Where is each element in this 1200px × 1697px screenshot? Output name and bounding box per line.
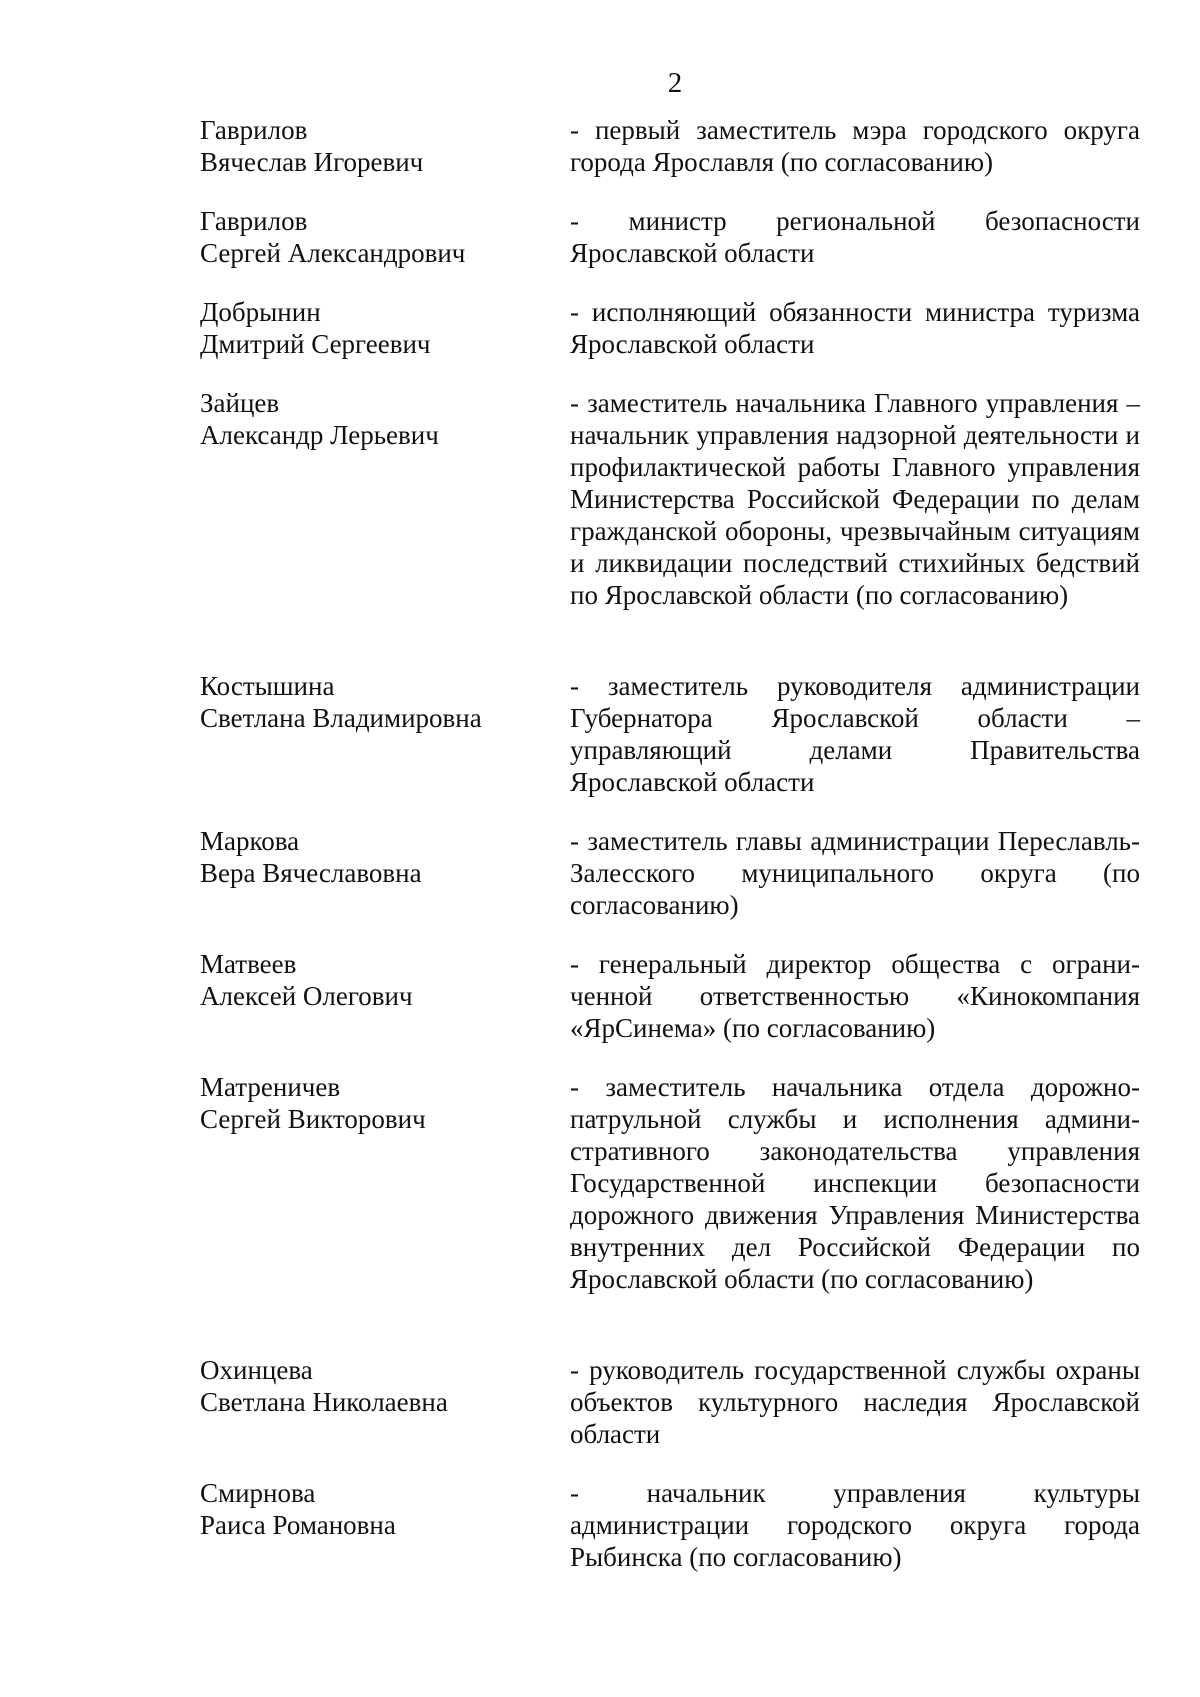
member-name xyxy=(200,825,560,889)
page-number: 2 xyxy=(667,67,683,99)
member-given-names: Светлана Николаевна xyxy=(200,1387,448,1417)
member-surname: Зайцев xyxy=(200,388,280,418)
member-given-names: Вячеслав Игоревич xyxy=(200,147,424,177)
member-surname: Гаврилов xyxy=(200,206,308,236)
member-position: - заместитель начальника Главного управления – начальник управления надзорной деятельности и профилактической работы Главного управления Министерства Российской Федерации по делам гражданской обороны, чрезвычайным ситуациям и ликвидации последствий стихийных бедствий по Ярославской области (по согласованию) xyxy=(570,388,1140,610)
member-name xyxy=(200,1354,560,1418)
member-name xyxy=(200,1071,560,1135)
member-name xyxy=(200,296,560,360)
member-surname: Маркова xyxy=(200,826,300,856)
member-name xyxy=(200,387,560,451)
member-name xyxy=(200,948,560,1012)
member-given-names: Сергей Александрович xyxy=(200,238,466,268)
member-position: - руководитель государственной службы охраны объектов культурного наследия Ярославской области xyxy=(570,1355,1140,1449)
member-surname: Смирнова xyxy=(200,1478,316,1508)
member-position: - заместитель главы администрации Переславль-Залесского муниципального округа (по согласованию) xyxy=(570,826,1140,920)
member-position: - заместитель начальника отдела дорожно-патрульной службы и исполнения административного законодательства управления Государственной инспекции безопасности дорожного движения Управления Министерства внутренних дел Российской Федерации по Ярославской области (по согласованию) xyxy=(570,1072,1140,1294)
member-surname: Охинцева xyxy=(200,1355,313,1385)
member-given-names: Дмитрий Сергеевич xyxy=(200,329,431,359)
member-position: - начальник управления культуры администрации городского округа города Рыбинска (по согласованию) xyxy=(570,1478,1140,1572)
member-surname: Добрынин xyxy=(200,297,321,327)
member-surname: Костышина xyxy=(200,671,335,701)
member-position: - первый заместитель мэра городского округа города Ярославля (по согласованию) xyxy=(570,115,1140,177)
member-given-names: Светлана Владимировна xyxy=(200,703,482,733)
member-position: - министр региональной безопасности Ярославской области xyxy=(570,206,1140,268)
member-position: - заместитель руководителя администрации Губернатора Ярославской области – управляющий делами Правительства Ярославской области xyxy=(570,671,1140,797)
member-name xyxy=(200,114,560,178)
member-surname: Матвеев xyxy=(200,949,297,979)
member-surname: Гаврилов xyxy=(200,115,308,145)
member-given-names: Раиса Романовна xyxy=(200,1510,396,1540)
member-name xyxy=(200,205,560,269)
member-name xyxy=(200,1477,560,1541)
member-given-names: Александр Лерьевич xyxy=(200,420,439,450)
member-given-names: Вера Вячеславовна xyxy=(200,858,422,888)
member-name xyxy=(200,670,560,734)
member-surname: Матреничев xyxy=(200,1072,341,1102)
member-position: - исполняющий обязанности министра туризма Ярославской области xyxy=(570,297,1140,359)
member-position: - генеральный директор общества с ограниченной ответственностью «Кинокомпания «ЯрСинема» (по согласованию) xyxy=(570,949,1140,1043)
member-given-names: Алексей Олегович xyxy=(200,981,413,1011)
member-given-names: Сергей Викторович xyxy=(200,1104,426,1134)
